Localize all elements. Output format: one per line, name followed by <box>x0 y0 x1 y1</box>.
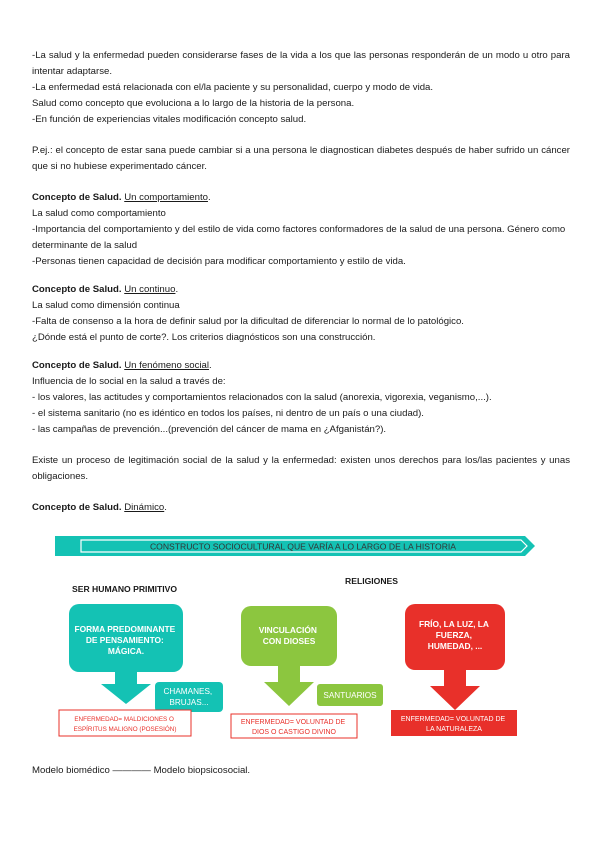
intro-line-4: -En función de experiencias vitales modificación concepto salud. <box>32 114 307 125</box>
section-continuo-title <box>32 282 570 298</box>
section-dinamico-title <box>32 500 570 516</box>
section-comportamiento-title <box>32 190 570 206</box>
social-line-1: Influencia de lo social en la salud a través de: <box>32 376 226 387</box>
banner-text: CONSTRUCTO SOCIOCULTURAL QUE VARÍA A LO LARGO DE LA HISTORIA <box>149 541 457 552</box>
continuo-line-3: ¿Dónde está el punto de corte?. Los criterios diagnósticos son una construcción. <box>32 332 376 343</box>
comportamiento-line-2: -Importancia del comportamiento y del estilo de vida como factores conformadores de la salud de una persona. Género como determinante de la salud <box>32 224 566 251</box>
box-magic-line: FORMA PREDOMINANTE <box>74 624 176 634</box>
continuo-line-1: La salud como dimensión continua <box>32 300 180 311</box>
outcome-magic-line: ESPÍRITUS MALIGNO (POSESIÓN) <box>73 726 177 733</box>
tag-chamanes-line: CHAMANES, <box>163 687 213 696</box>
banner-arrow <box>55 536 535 556</box>
section-subheading: Un fenómeno social <box>124 360 210 371</box>
box-religion-line: CON DIOSES <box>262 636 316 646</box>
arrow-down-teal <box>101 672 151 704</box>
outcome-religion-line: ENFERMEDAD= VOLUNTAD DE <box>240 719 346 726</box>
example-paragraph: P.ej.: el concepto de estar sana puede cambiar si a una persona le diagnostican diabetes después de haber sufrido un cáncer que si no hubiese experimentado cáncer. <box>32 145 570 172</box>
continuo-line-2: -Falta de consenso a la hora de definir salud por la dificultad de diferenciar lo normal de lo patológico. <box>32 316 464 327</box>
section-period: . <box>209 360 212 371</box>
tag-chamanes-line: BRUJAS... <box>169 698 209 707</box>
box-nature-line: HUMEDAD, ... <box>427 641 483 651</box>
social-line-3: - el sistema sanitario (no es idéntico en todos los países, ni dentro de un país o una ciudad). <box>32 408 424 419</box>
legitimacion-paragraph: Existe un proceso de legitimación social de la salud y la enfermedad: existen unos derechos para los/las pacientes y unas obligaciones. <box>32 455 570 482</box>
footer-models: Modelo biomédico ———— Modelo biopsicosocial. <box>32 765 251 776</box>
intro-line-2: -La enfermedad está relacionada con el/la paciente y su personalidad, cuerpo y modo de vida. <box>32 82 434 93</box>
label-religiones: RELIGIONES <box>345 576 399 586</box>
section-heading: Concepto de Salud. <box>32 360 122 371</box>
section-subheading: Dinámico <box>124 502 165 513</box>
section-period: . <box>164 502 167 513</box>
arrow-down-red <box>430 670 480 710</box>
section-social-title <box>32 358 570 374</box>
outcome-nature-line: LA NATURALEZA <box>426 726 482 733</box>
section-period: . <box>207 192 211 203</box>
intro-line-1: -La salud y la enfermedad pueden considerarse fases de la vida a los que las personas responderán de un modo u otro para intentar adaptarse. <box>32 50 570 77</box>
column-nature <box>391 604 517 736</box>
section-subheading: Un comportamiento <box>124 192 208 203</box>
column-magic <box>59 604 223 736</box>
section-heading: Concepto de Salud. <box>32 502 122 513</box>
box-nature-line: FRÍO, LA LUZ, LA <box>419 619 489 629</box>
social-line-2: - los valores, las actitudes y comportamientos relacionados con la salud (anorexia, vigorexia, veganismo,...). <box>32 392 492 403</box>
box-religion-line: VINCULACIÓN <box>258 625 317 635</box>
label-ser-humano-primitivo: SER HUMANO PRIMITIVO <box>72 584 178 594</box>
section-subheading: Un continuo <box>124 284 176 295</box>
outcome-magic-line: ENFERMEDAD= MALDICIONES O <box>74 716 174 723</box>
arrow-down-green <box>264 666 314 706</box>
outcome-religion-line: DIOS O CASTIGO DIVINO <box>251 729 337 736</box>
dynamic-health-diagram <box>55 530 545 740</box>
comportamiento-line-3: -Personas tienen capacidad de decisión para modificar comportamiento y estilo de vida. <box>32 256 406 267</box>
section-period: . <box>175 284 179 295</box>
column-religion <box>231 606 383 738</box>
intro-line-3: Salud como concepto que evoluciona a lo largo de la historia de la persona. <box>32 98 355 109</box>
comportamiento-line-1: La salud como comportamiento <box>32 208 166 219</box>
section-heading: Concepto de Salud. <box>32 284 122 295</box>
section-heading: Concepto de Salud. <box>32 192 122 203</box>
box-nature-line: FUERZA, <box>435 630 472 640</box>
box-magic-line: DE PENSAMIENTO: <box>85 635 164 645</box>
social-line-4: - las campañas de prevención...(prevención del cáncer de mama en ¿Afganistán?). <box>32 424 387 435</box>
outcome-nature-line: ENFERMEDAD= VOLUNTAD DE <box>400 716 506 723</box>
box-magic-line: MÁGICA. <box>107 646 145 656</box>
tag-santuarios-text: SANTUARIOS <box>323 691 377 700</box>
